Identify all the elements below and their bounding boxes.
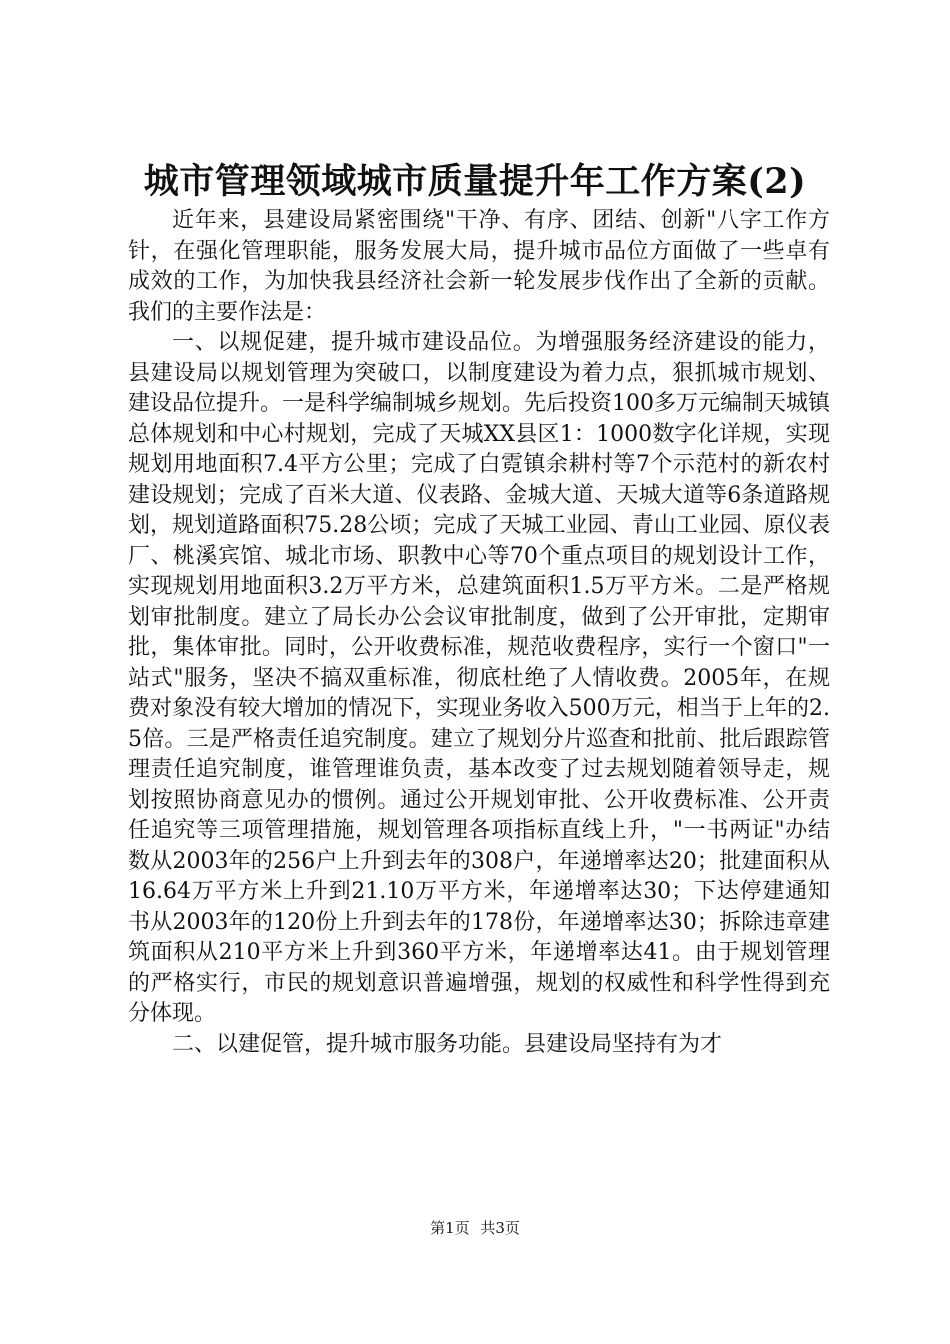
page-footer bbox=[0, 1218, 950, 1238]
paragraph-section-one: 一、以规促建，提升城市建设品位。为增强服务经济建设的能力，县建设局以规划管理为突破口，以制度建设为着力点，狠抓城市规划、建设品位提升。一是科学编制城乡规划。先后投资100多万元编制天城镇总体规划和中心村规划，完成了天城XX县区1：1000数字化详规，实现规划用地面积7.4平方公里；完成了白霓镇余耕村等7个示范村的新农村建设规划；完成了百米大道、仪表路、金城大道、天城大道等6条道路规划，规划道路面积75.28公顷；完成了天城工业园、青山工业园、原仪表厂、桃溪宾馆、城北市场、职教中心等70个重点项目的规划设计工作，实现规划用地面积3.2万平方米，总建筑面积1.5万平方米。二是严格规划审批制度。建立了局长办公会议审批制度，做到了公开审批，定期审批，集体审批。同时，公开收费标准，规范收费程序，实行一个窗口"一站式"服务，坚决不搞双重标准，彻底杜绝了人情收费。2005年，在规费对象没有较大增加的情况下，实现业务收入500万元，相当于上年的2.5倍。三是严格责任追究制度。建立了规划分片巡查和批前、批后跟踪管理责任追究制度，谁管理谁负责，基本改变了过去规划随着领导走，规划按照协商意见办的惯例。通过公开规划审批、公开收费标准、公开责任追究等三项管理措施，规划管理各项指标直线上升，"一书两证"办结数从2003年的256户上升到去年的308户，年递增率达20；批建面积从16.64万平方米上升到21.10万平方米，年递增率达30；下达停建通知书从2003年的120份上升到去年的178份，年递增率达30；拆除违章建筑面积从210平方米上升到360平方米，年递增率达41。由于规划管理的严格实行，市民的规划意识普遍增强，规划的权威性和科学性得到充分体现。 bbox=[128, 330, 830, 1026]
document-title: 城市管理领域城市质量提升年工作方案(2) bbox=[143, 161, 807, 202]
paragraph-section-two: 二、以建促管，提升城市服务功能。县建设局坚持有为才 bbox=[172, 1031, 723, 1057]
page-number-current: 第1页 bbox=[430, 1219, 470, 1237]
document-body bbox=[128, 206, 830, 1060]
page-number-total: 共3页 bbox=[480, 1219, 520, 1237]
paragraph-intro: 近年来，县建设局紧密围绕"干净、有序、团结、创新"八字工作方针，在强化管理职能，服务发展大局，提升城市品位方面做了一些卓有成效的工作，为加快我县经济社会新一轮发展步伐作出了全新的贡献。我们的主要作法是： bbox=[128, 208, 830, 325]
